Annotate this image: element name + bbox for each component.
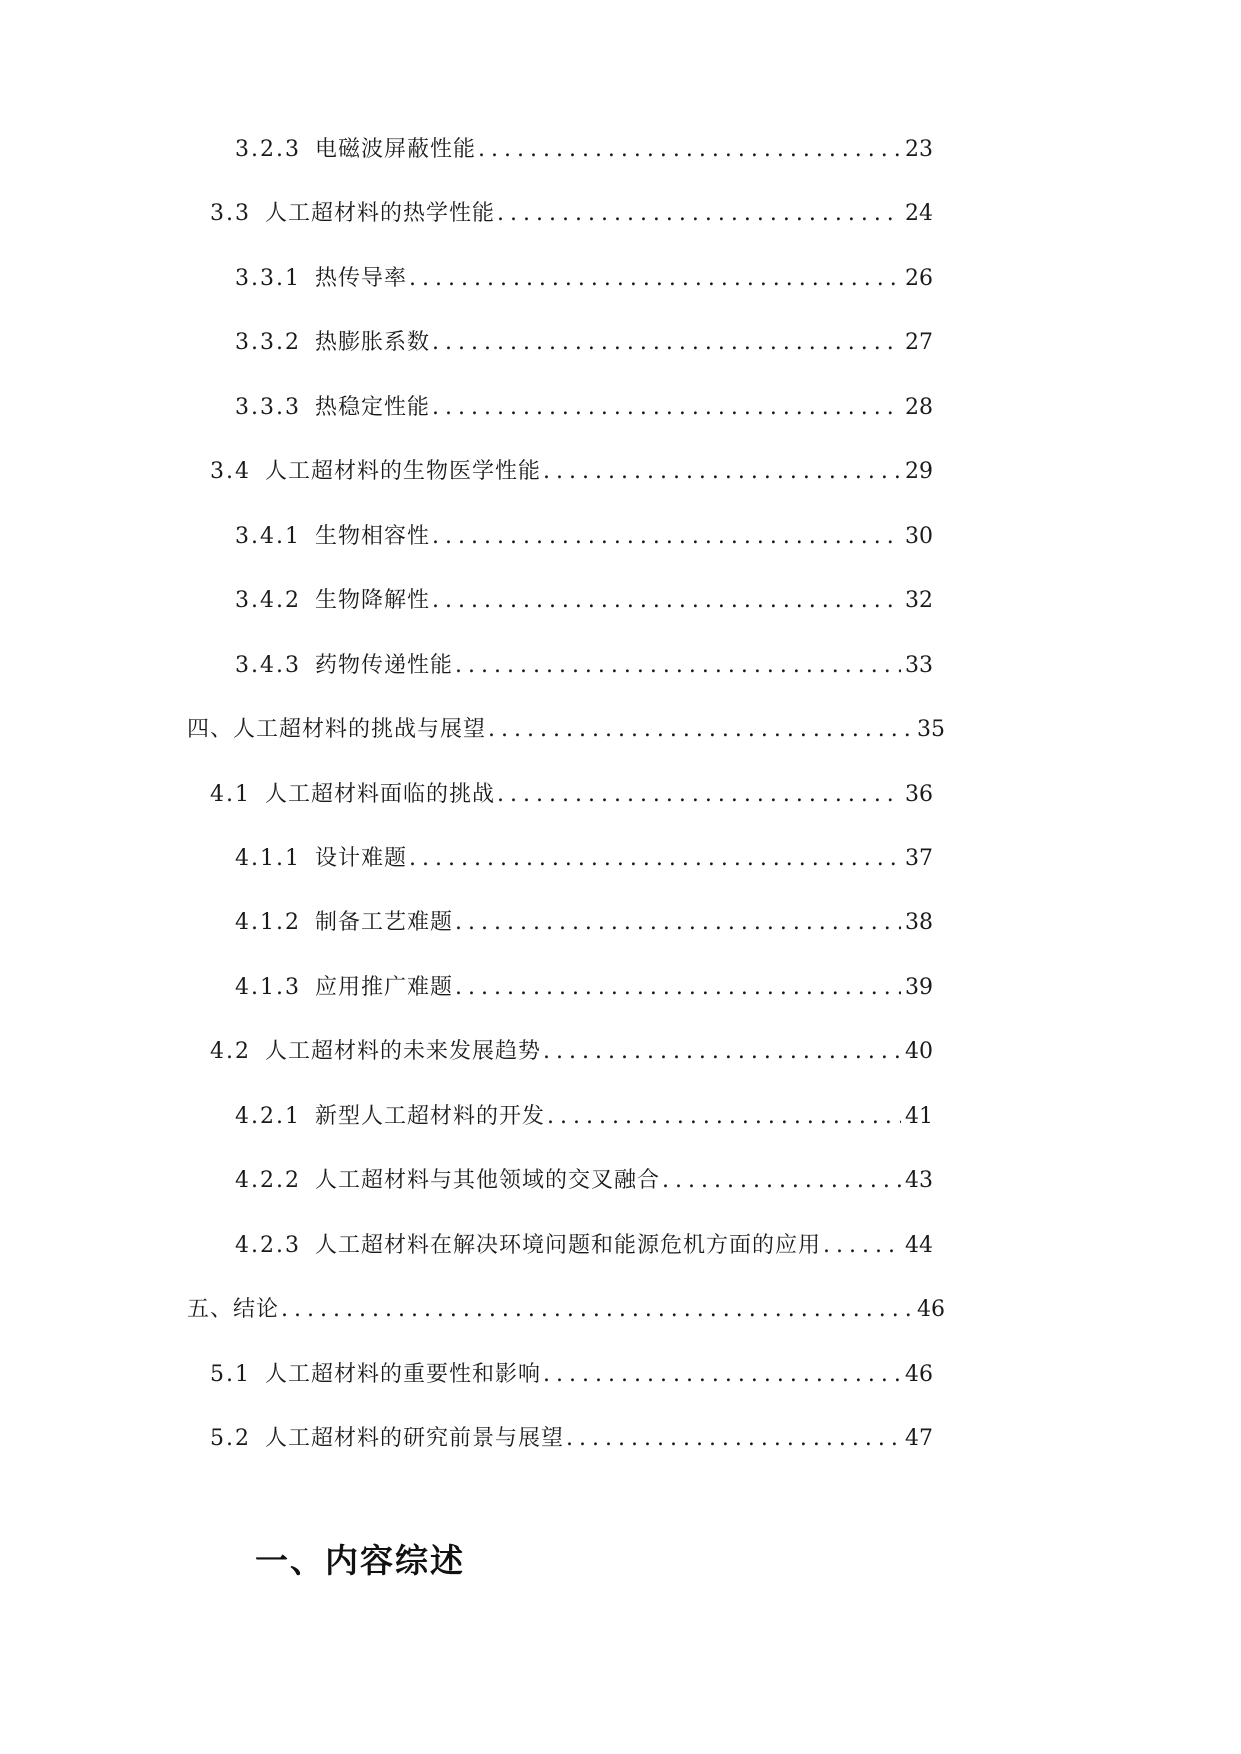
toc-entry-title: 人工超材料的重要性和影响 bbox=[265, 1361, 542, 1387]
toc-dot-leader bbox=[543, 457, 901, 487]
toc-entry-title: 人工超材料面临的挑战 bbox=[265, 781, 496, 807]
toc-entry-page-number: 23 bbox=[905, 137, 933, 162]
toc-entry-page-number: 36 bbox=[905, 781, 933, 807]
toc-entry-number: 5.2 bbox=[210, 1426, 251, 1451]
toc-entry-number: 4.1.3 bbox=[235, 974, 301, 1000]
toc-entry-page-number: 46 bbox=[905, 1361, 933, 1387]
toc-entry[interactable] bbox=[235, 844, 933, 874]
toc-entry-title: 生物相容性 bbox=[314, 523, 430, 549]
toc-dot-leader bbox=[662, 1166, 901, 1196]
toc-entry-page-number: 47 bbox=[905, 1426, 933, 1451]
toc-entry-page-number: 32 bbox=[905, 588, 933, 614]
toc-entry-title: 人工超材料的热学性能 bbox=[265, 201, 496, 227]
toc-entry-page-number: 29 bbox=[905, 459, 933, 485]
toc-dot-leader bbox=[455, 908, 901, 938]
toc-dot-leader bbox=[566, 1424, 901, 1454]
toc-entry-page-number: 27 bbox=[905, 330, 933, 356]
toc-entry-title: 新型人工超材料的开发 bbox=[314, 1103, 545, 1129]
toc-entry[interactable] bbox=[235, 393, 933, 423]
toc-entry-number: 3.4.1 bbox=[235, 523, 301, 549]
toc-dot-leader bbox=[432, 586, 901, 616]
toc-entry-number: 4.2.2 bbox=[235, 1168, 301, 1194]
toc-dot-leader bbox=[543, 1360, 901, 1390]
toc-entry-title: 应用推广难题 bbox=[314, 974, 453, 1000]
toc-entry[interactable] bbox=[235, 586, 933, 616]
toc-dot-leader bbox=[497, 780, 901, 810]
toc-entry-title: 人工超材料的未来发展趋势 bbox=[265, 1039, 542, 1065]
toc-entry-title: 热稳定性能 bbox=[314, 394, 430, 420]
toc-entry-number: 3.4.2 bbox=[235, 588, 301, 614]
toc-entry-page-number: 39 bbox=[905, 974, 933, 1000]
toc-entry-page-number: 43 bbox=[905, 1168, 933, 1194]
toc-dot-leader bbox=[547, 1102, 901, 1132]
toc-entry-title: 生物降解性 bbox=[314, 588, 430, 614]
toc-entry-page-number: 28 bbox=[905, 394, 933, 420]
toc-entry[interactable] bbox=[187, 715, 945, 745]
toc-entry-page-number: 24 bbox=[905, 201, 933, 227]
toc-entry[interactable] bbox=[235, 973, 933, 1003]
toc-entry-number: 3.3.2 bbox=[235, 330, 301, 356]
toc-entry-number: 5.1 bbox=[210, 1361, 251, 1387]
toc-entry-number: 3.4.3 bbox=[235, 652, 301, 678]
toc-entry[interactable] bbox=[235, 135, 933, 165]
toc-dot-leader bbox=[281, 1295, 913, 1325]
toc-entry[interactable] bbox=[210, 1037, 933, 1067]
toc-entry-number: 3.2.3 bbox=[235, 137, 301, 162]
toc-entry-number: 4.1.1 bbox=[235, 845, 301, 871]
toc-entry[interactable] bbox=[210, 780, 933, 810]
toc-dot-leader bbox=[497, 199, 901, 229]
toc-entry[interactable] bbox=[235, 1231, 933, 1261]
toc-entry-number: 4.1.2 bbox=[235, 910, 301, 936]
toc-entry[interactable] bbox=[235, 264, 933, 294]
toc-entry-title: 人工超材料在解决环境问题和能源危机方面的应用 bbox=[314, 1232, 821, 1258]
toc-entry-title: 电磁波屏蔽性能 bbox=[314, 137, 476, 162]
toc-dot-leader bbox=[455, 973, 901, 1003]
toc-entry-number: 3.3.1 bbox=[235, 265, 301, 291]
toc-entry-number: 3.3 bbox=[210, 201, 251, 227]
toc-dot-leader bbox=[409, 264, 901, 294]
toc-entry-number: 4.2.3 bbox=[235, 1232, 301, 1258]
toc-entry-page-number: 44 bbox=[905, 1232, 933, 1258]
toc-entry-number: 4.2 bbox=[210, 1039, 251, 1065]
toc-dot-leader bbox=[488, 715, 913, 745]
toc-entry-number: 4.2.1 bbox=[235, 1103, 301, 1129]
toc-entry-title: 药物传递性能 bbox=[314, 652, 453, 678]
toc-entry[interactable] bbox=[235, 1166, 933, 1196]
toc-entry-number: 3.4 bbox=[210, 459, 251, 485]
toc-entry-page-number: 30 bbox=[905, 523, 933, 549]
toc-entry-title: 四、人工超材料的挑战与展望 bbox=[187, 717, 487, 743]
toc-entry-title: 设计难题 bbox=[314, 845, 407, 871]
toc-entry[interactable] bbox=[235, 651, 933, 681]
toc-entry-title: 人工超材料的生物医学性能 bbox=[265, 459, 542, 485]
toc-entry[interactable] bbox=[210, 199, 933, 229]
toc-dot-leader bbox=[478, 135, 901, 165]
toc-entry-page-number: 38 bbox=[905, 910, 933, 936]
toc-entry-page-number: 33 bbox=[905, 652, 933, 678]
toc-dot-leader bbox=[455, 651, 901, 681]
toc-entry-title: 人工超材料的研究前景与展望 bbox=[265, 1426, 565, 1451]
toc-entry[interactable] bbox=[235, 522, 933, 552]
toc-entry[interactable] bbox=[210, 1360, 933, 1390]
toc-dot-leader bbox=[432, 328, 901, 358]
toc-dot-leader bbox=[543, 1037, 901, 1067]
toc-entry-number: 4.1 bbox=[210, 781, 251, 807]
toc-entry-page-number: 35 bbox=[917, 717, 945, 743]
toc-entry-page-number: 26 bbox=[905, 265, 933, 291]
toc-entry[interactable] bbox=[210, 1424, 933, 1454]
section-heading: 一、内容综述 bbox=[255, 1541, 465, 1580]
toc-entry-page-number: 41 bbox=[905, 1103, 933, 1129]
toc-entry-title: 人工超材料与其他领域的交叉融合 bbox=[314, 1168, 660, 1194]
toc-entry-page-number: 40 bbox=[905, 1039, 933, 1065]
toc-entry-number: 3.3.3 bbox=[235, 394, 301, 420]
toc-entry-title: 热膨胀系数 bbox=[314, 330, 430, 356]
toc-entry[interactable] bbox=[235, 908, 933, 938]
toc-entry-page-number: 46 bbox=[917, 1297, 945, 1323]
toc-entry-title: 五、结论 bbox=[187, 1297, 280, 1323]
toc-entry[interactable] bbox=[187, 1295, 945, 1325]
toc-dot-leader bbox=[432, 522, 901, 552]
toc-entry[interactable] bbox=[235, 1102, 933, 1132]
toc-entry[interactable] bbox=[235, 328, 933, 358]
toc-entry-page-number: 37 bbox=[905, 845, 933, 871]
toc-dot-leader bbox=[409, 844, 901, 874]
toc-entry[interactable] bbox=[210, 457, 933, 487]
toc-dot-leader bbox=[823, 1231, 901, 1261]
toc-dot-leader bbox=[432, 393, 901, 423]
toc-entry-title: 热传导率 bbox=[314, 265, 407, 291]
toc-entry-title: 制备工艺难题 bbox=[314, 910, 453, 936]
